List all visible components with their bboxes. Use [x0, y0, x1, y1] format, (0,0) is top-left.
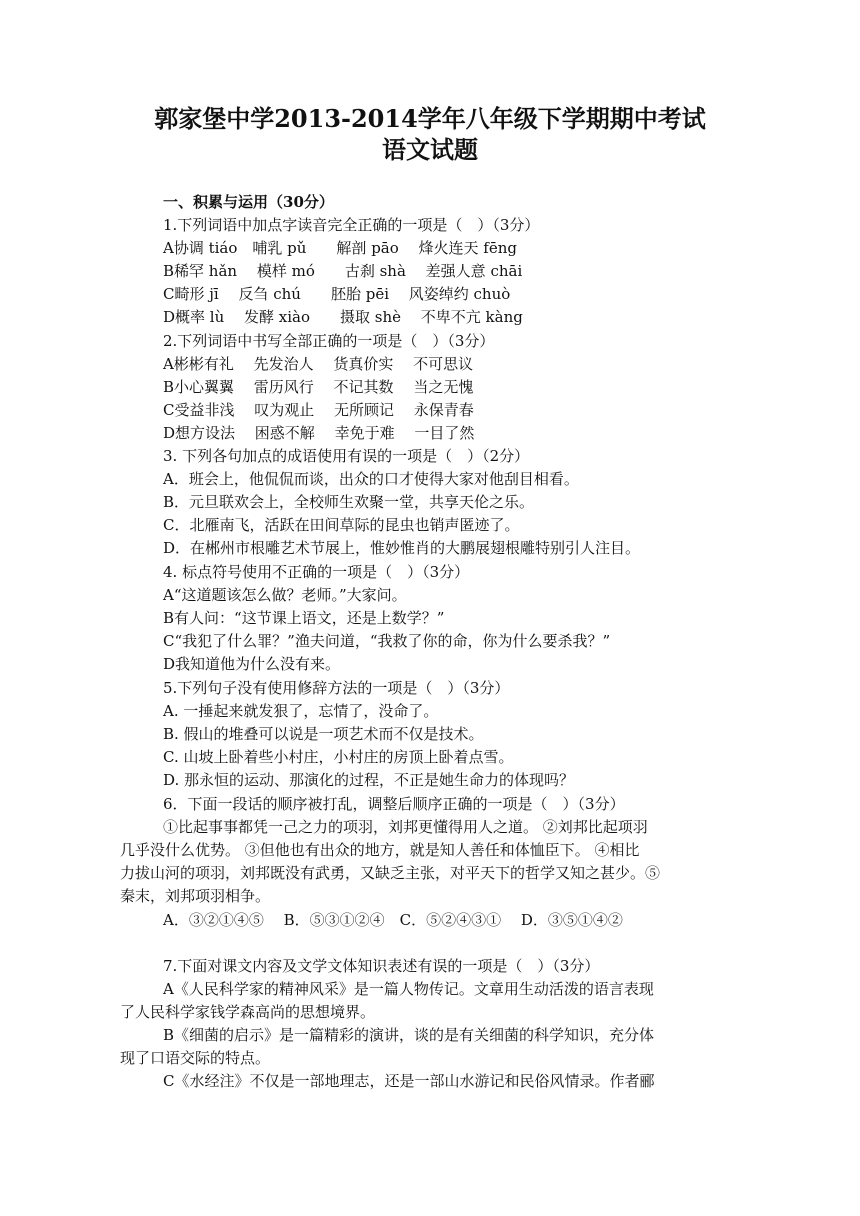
q7-option-a-line-2: 了人民科学家钱学森高尚的思想境界。 — [120, 1003, 376, 1021]
q1-option-c: C畸形 jī 反刍 chú 胚胎 pēi 风姿绰约 chuò — [163, 285, 511, 303]
q7-option-c-line-1: C《水经注》不仅是一部地理志，还是一部山水游记和民俗风情录。作者郦 — [163, 1072, 655, 1090]
q6-passage-line-2: 几乎没什么优势。 ③但他也有出众的地方，就是知人善任和体恤臣下。 ④相比 — [120, 841, 640, 859]
q7-option-b-line-1: B《细菌的启示》是一篇精彩的演讲，谈的是有关细菌的科学知识，充分体 — [163, 1026, 655, 1044]
exam-title: 郭家堡中学2013-2014学年八年级下学期期中考试 — [154, 104, 706, 133]
q1-stem: 1.下列词语中加点字读音完全正确的一项是（ ）（3分） — [163, 216, 540, 234]
q6-passage-line-4: 秦末，刘邦项羽相争。 — [120, 887, 271, 905]
q3-option-b: B．元旦联欢会上，全校师生欢聚一堂，共享天伦之乐。 — [163, 493, 535, 511]
q3-option-a: A．班会上，他侃侃而谈，出众的口才使得大家对他刮目相看。 — [163, 470, 579, 488]
q5-stem: 5.下列句子没有使用修辞方法的一项是（ ）（3分） — [163, 679, 510, 697]
q6-stem: 6．下面一段话的顺序被打乱，调整后顺序正确的一项是（ ）（3分） — [163, 795, 625, 813]
q2-stem: 2.下列词语中书写全部正确的一项是（ ）（3分） — [163, 332, 495, 350]
q3-option-c: C．北雁南飞，活跃在田间草际的昆虫也销声匿迹了。 — [163, 516, 520, 534]
q2-option-b: B小心翼翼 雷历风行 不记其数 当之无愧 — [163, 378, 474, 396]
q6-options: A．③②①④⑤ B．⑤③①②④ C．⑤②④③① D．③⑤①④② — [163, 911, 623, 929]
q2-option-d: D想方设法 困惑不解 幸免于难 一目了然 — [163, 424, 475, 442]
q7-option-a-line-1: A《人民科学家的精神风采》是一篇人物传记。文章用生动活泼的语言表现 — [163, 980, 654, 998]
q7-option-b-line-2: 现了口语交际的特点。 — [120, 1049, 271, 1067]
q4-option-c: C“我犯了什么罪？”渔夫问道，“我救了你的命，你为什么要杀我？” — [163, 632, 611, 650]
q5-option-a: A. 一捶起来就发狠了，忘情了，没命了。 — [163, 702, 439, 720]
q1-option-d: D概率 lù 发酵 xiào 摄取 shè 不卑不亢 kàng — [163, 308, 523, 326]
q3-stem: 3. 下列各句加点的成语使用有误的一项是（ ）（2分） — [163, 447, 530, 465]
q2-option-a: A彬彬有礼 先发治人 货真价实 不可思议 — [163, 355, 474, 373]
q4-stem: 4. 标点符号使用不正确的一项是（ ）（3分） — [163, 563, 470, 581]
q7-stem: 7.下面对课文内容及文学文体知识表述有误的一项是（ ）（3分） — [163, 957, 600, 975]
q5-option-c: C. 山坡上卧着些小村庄，小村庄的房顶上卧着点雪。 — [163, 748, 514, 766]
q6-passage-line-1: ①比起事事都凭一己之力的项羽，刘邦更懂得用人之道。 ②刘邦比起项羽 — [163, 818, 648, 836]
q1-option-b: B稀罕 hǎn 模样 mó 古刹 shà 差强人意 chāi — [163, 262, 523, 280]
q6-passage-line-3: 力拔山河的项羽，刘邦既没有武勇，又缺乏主张，对平天下的哲学又知之甚少。⑤ — [120, 864, 661, 882]
q1-option-a: A协调 tiáo 哺乳 pǔ 解剖 pāo 烽火连天 fēng — [163, 239, 518, 257]
q4-option-b: B有人问：“这节课上语文，还是上数学？” — [163, 609, 445, 627]
q5-option-d: D. 那永恒的运动、那演化的过程，不正是她生命力的体现吗？ — [163, 771, 575, 789]
exam-subtitle: 语文试题 — [382, 135, 478, 164]
q4-option-a: A“这道题该怎么做？老师。”大家问。 — [163, 586, 407, 604]
q5-option-b: B. 假山的堆叠可以说是一项艺术而不仅是技术。 — [163, 725, 484, 743]
section-heading: 一、积累与运用（30分） — [163, 193, 334, 211]
q3-option-d: D．在郴州市根雕艺术节展上，惟妙惟肖的大鹏展翅根雕特别引人注目。 — [163, 539, 641, 557]
q2-option-c: C受益非浅 叹为观止 无所顾记 永保青春 — [163, 401, 474, 419]
q4-option-d: D我知道他为什么没有来。 — [163, 655, 341, 673]
